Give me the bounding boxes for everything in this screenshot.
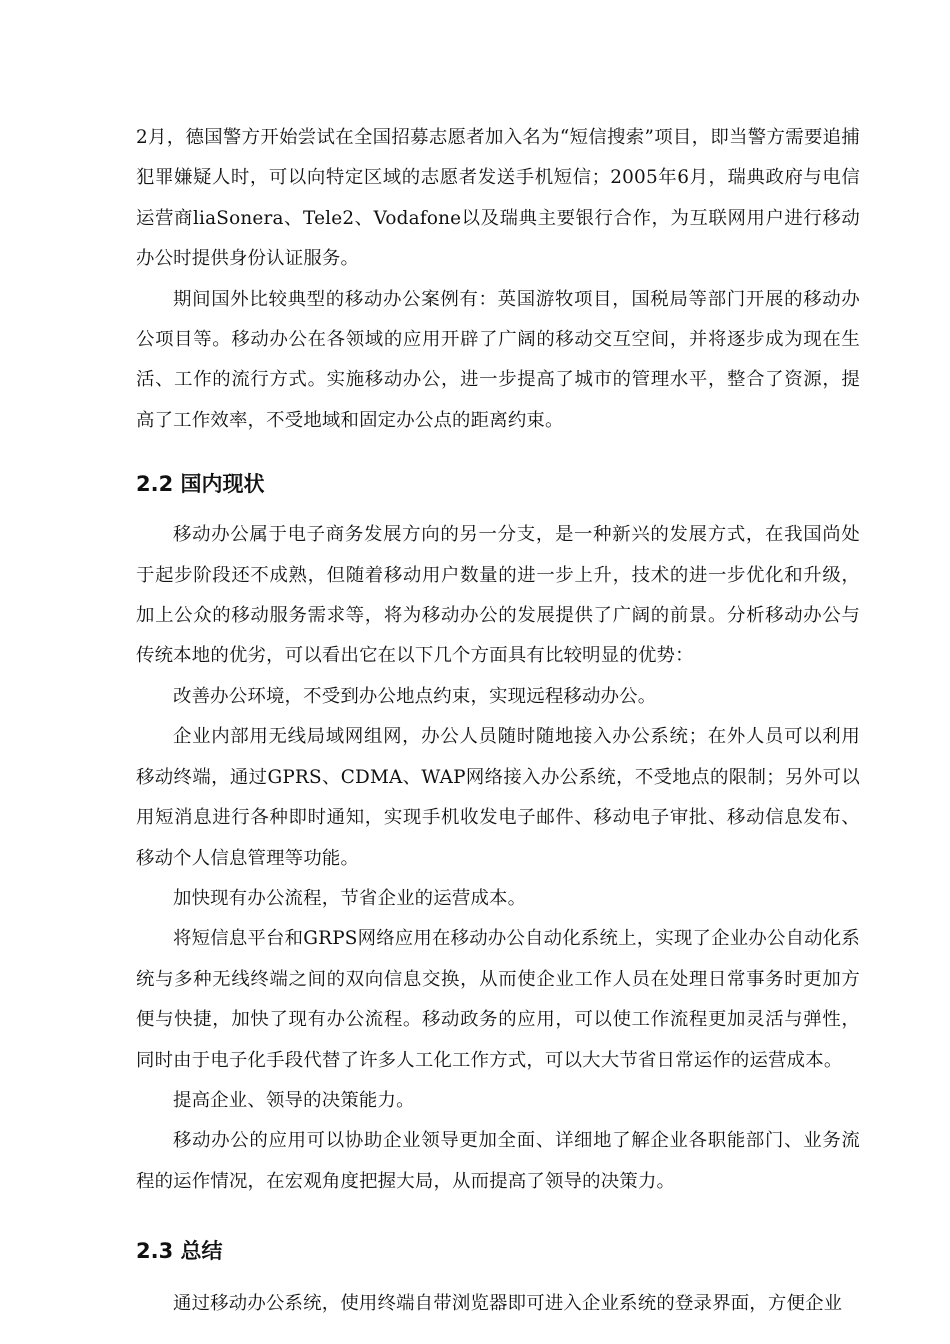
body-paragraph: 2月，德国警方开始尝试在全国招募志愿者加入名为“短信搜索”项目，即当警方需要追捕犯罪嫌疑人时，可以向特定区域的志愿者发送手机短信；2005年6月，瑞典政府与电信运营商liaSonera、Tele2、Vodafone以及瑞典主要银行合作，为互联网用户进行移动办公时提供身份认证服务。 [136, 127, 860, 270]
body-paragraph: 提高企业、领导的决策能力。 [173, 1089, 415, 1111]
body-paragraph: 移动办公的应用可以协助企业领导更加全面、详细地了解企业各职能部门、业务流程的运作情况，在宏观角度把握大局，从而提高了领导的决策力。 [136, 1130, 860, 1192]
body-paragraph: 改善办公环境，不受到办公地点约束，实现远程移动办公。 [173, 685, 657, 707]
section-heading-2-2: 2.2 国内现状 [136, 472, 265, 497]
body-paragraph: 通过移动办公系统，使用终端自带浏览器即可进入企业系统的登录界面，方便企业 [173, 1293, 843, 1315]
section-heading-2-3: 2.3 总结 [136, 1239, 223, 1264]
body-paragraph: 企业内部用无线局域网组网，办公人员随时随地接入办公系统；在外人员可以利用移动终端，通过GPRS、CDMA、WAP网络接入办公系统，不受地点的限制；另外可以用短消息进行各种即时通知，实现手机收发电子邮件、移动电子审批、移动信息发布、移动个人信息管理等功能。 [136, 726, 860, 869]
body-paragraph: 将短信息平台和GRPS网络应用在移动办公自动化系统上，实现了企业办公自动化系统与多种无线终端之间的双向信息交换，从而使企业工作人员在处理日常事务时更加方便与快捷，加快了现有办公流程。移动政务的应用，可以使工作流程更加灵活与弹性，同时由于电子化手段代替了许多人工化工作方式，可以大大节省日常运作的运营成本。 [136, 928, 860, 1071]
body-paragraph: 期间国外比较典型的移动办公案例有：英国游牧项目，国税局等部门开展的移动办公项目等。移动办公在各领域的应用开辟了广阔的移动交互空间，并将逐步成为现在生活、工作的流行方式。实施移动办公，进一步提高了城市的管理水平，整合了资源，提高了工作效率，不受地域和固定办公点的距离约束。 [136, 288, 860, 431]
body-paragraph: 加快现有办公流程，节省企业的运营成本。 [173, 887, 527, 909]
document-page [136, 118, 860, 1325]
body-paragraph: 移动办公属于电子商务发展方向的另一分支，是一种新兴的发展方式，在我国尚处于起步阶段还不成熟，但随着移动用户数量的进一步上升，技术的进一步优化和升级，加上公众的移动服务需求等，将为移动办公的发展提供了广阔的前景。分析移动办公与传统本地的优劣，可以看出它在以下几个方面具有比较明显的优势： [136, 524, 860, 667]
